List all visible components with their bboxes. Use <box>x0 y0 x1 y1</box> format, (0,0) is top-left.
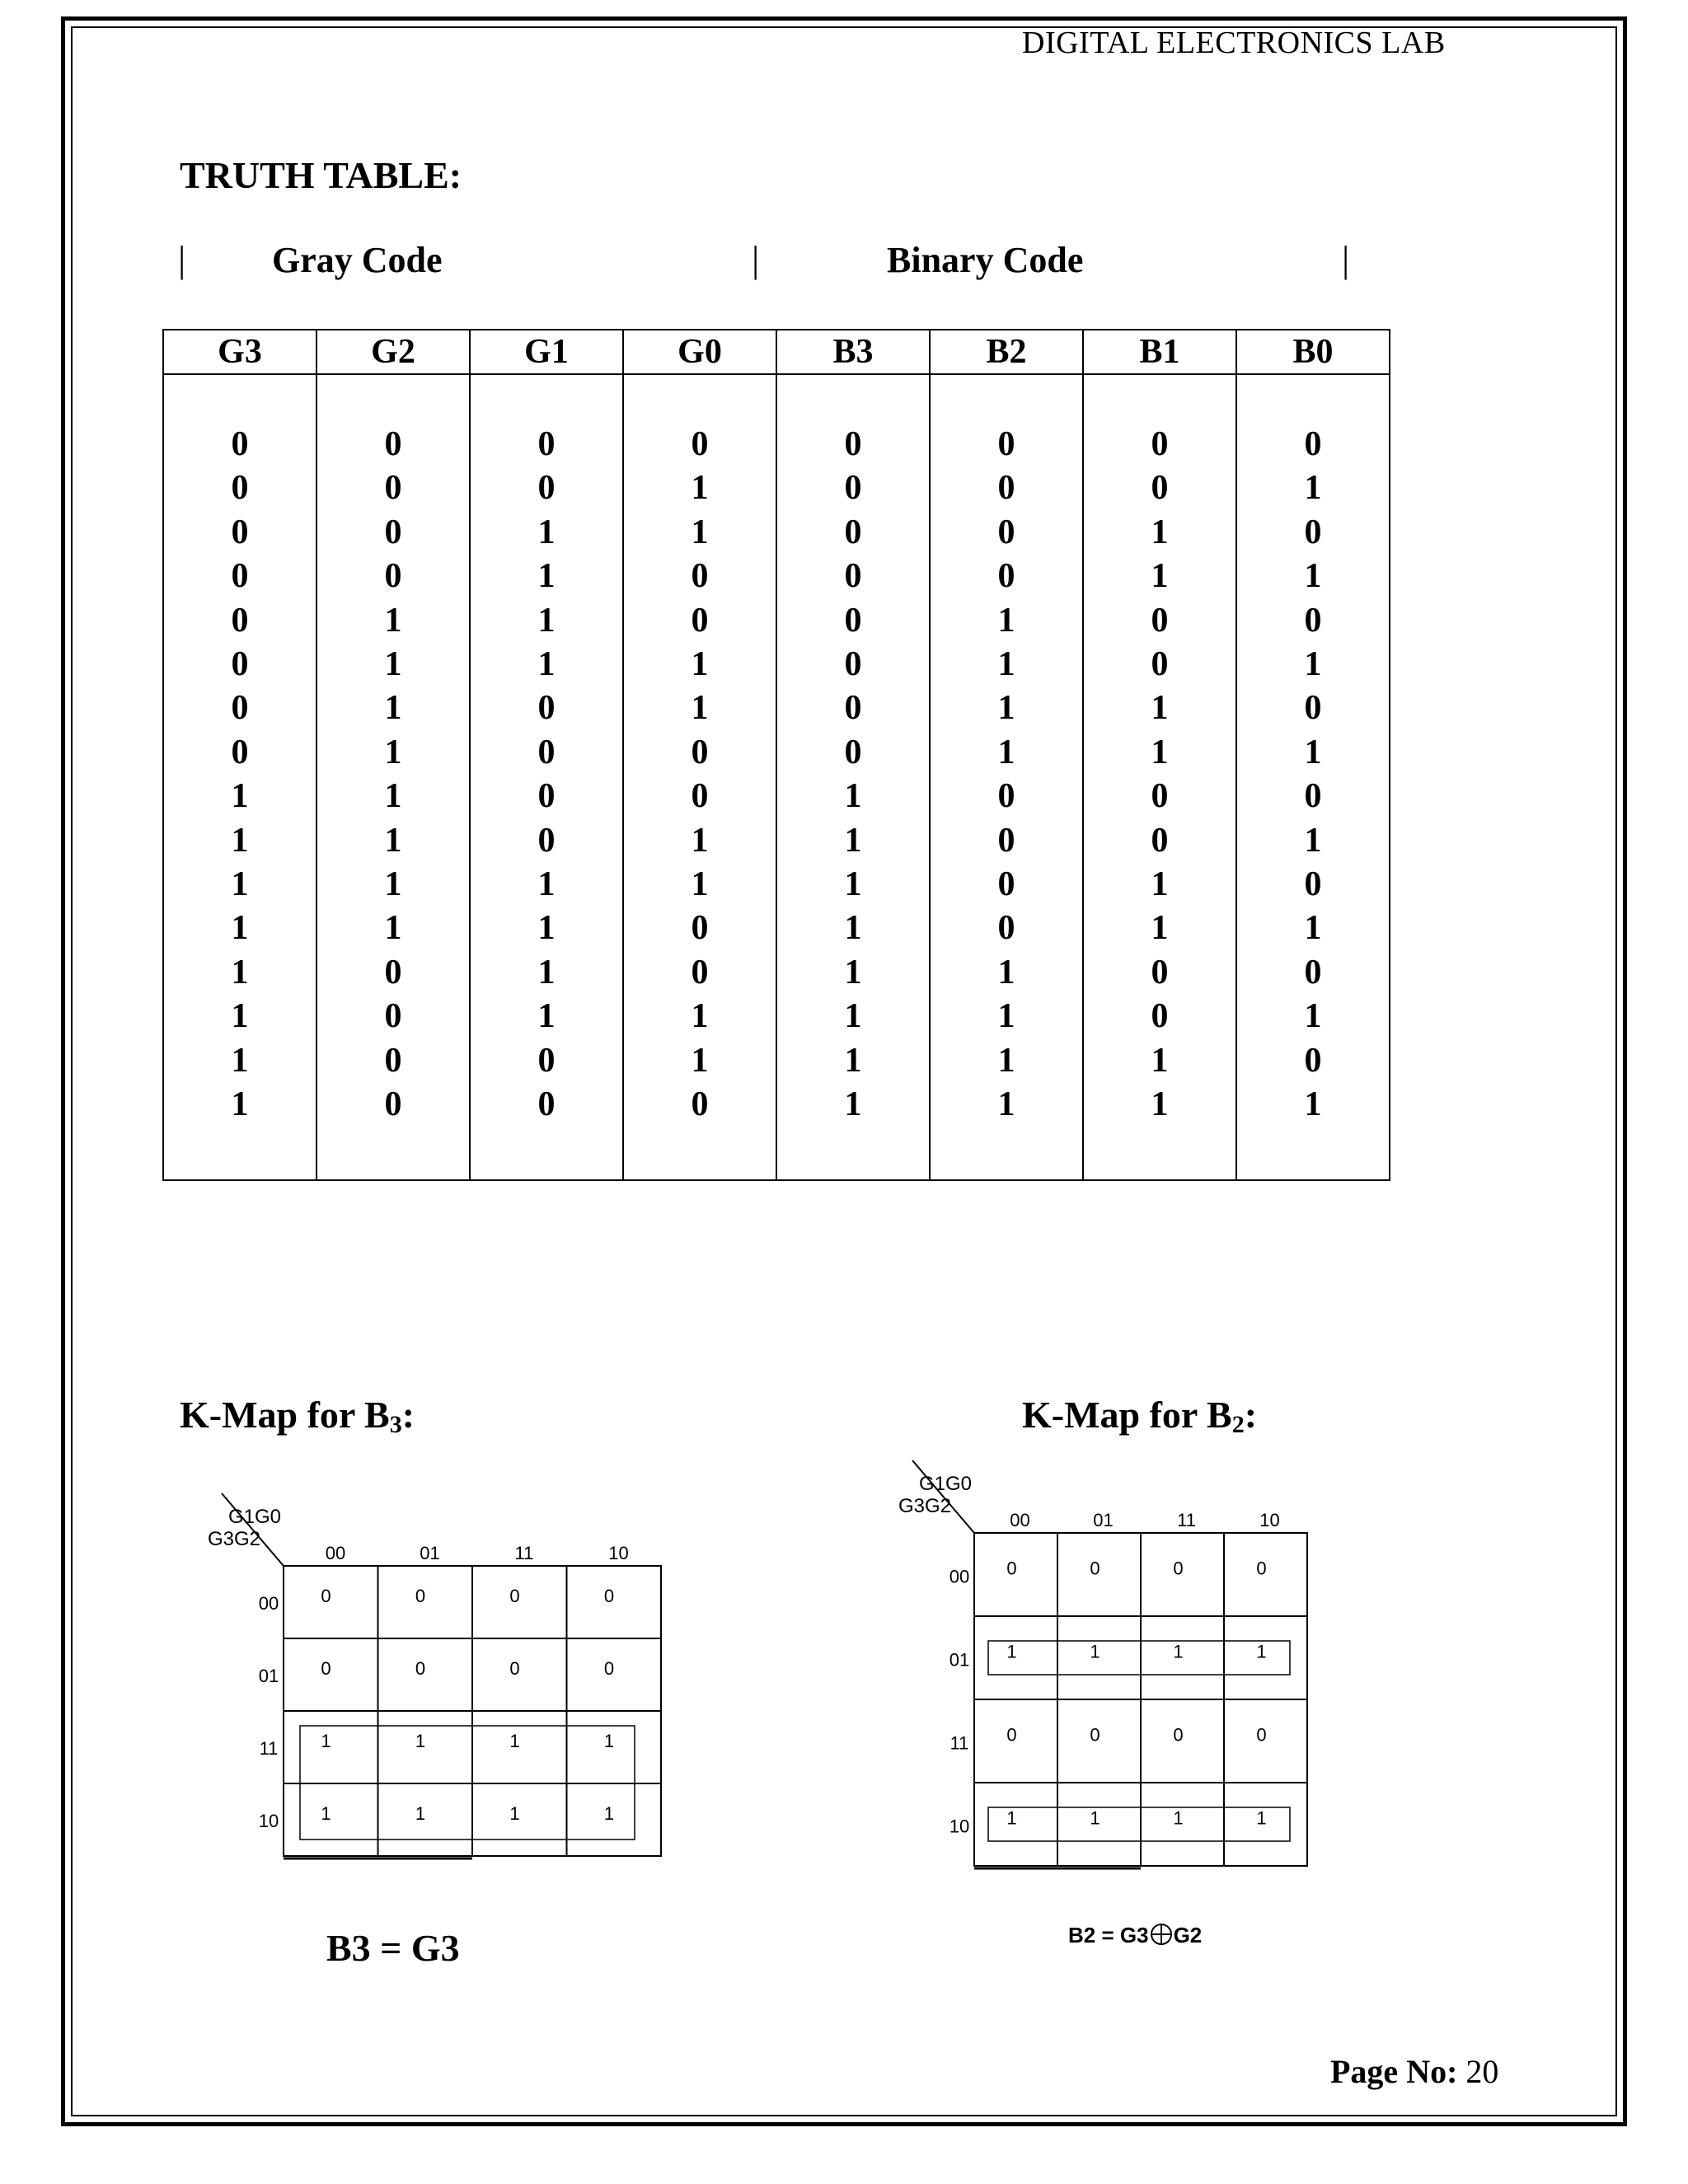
table-cell: 1 <box>1236 555 1390 598</box>
table-cell: 0 <box>623 555 776 598</box>
table-cell: 1 <box>1236 643 1390 687</box>
table-cell: 1 <box>930 995 1083 1038</box>
table-cell: 1 <box>1083 511 1236 555</box>
table-cell: 1 <box>776 1039 930 1083</box>
table-cell: 0 <box>776 731 930 775</box>
table-cell: 1 <box>1083 863 1236 907</box>
table-cell: 1 <box>930 1083 1083 1127</box>
kmap_b2-cell-value: 0 <box>1006 1724 1017 1746</box>
kmap_b2-cell-value: 1 <box>1090 1807 1100 1829</box>
table-cell: 0 <box>776 643 930 687</box>
table-cell: 1 <box>316 863 470 907</box>
kmap_b2-group-loop <box>988 1641 1290 1675</box>
column-header-b1: B1 <box>1083 330 1236 374</box>
table-cell: 0 <box>623 907 776 950</box>
table-cell: 0 <box>1236 687 1390 730</box>
kmap_b2-cell-value: 0 <box>1090 1558 1100 1579</box>
kmap_b2-col-label: 00 <box>1010 1510 1030 1530</box>
table-cell: 0 <box>776 687 930 730</box>
kmap_b3-cell-value: 1 <box>321 1731 331 1751</box>
table-cell: 0 <box>470 423 623 466</box>
table-cell: 1 <box>470 951 623 995</box>
table-cell: 1 <box>470 511 623 555</box>
table-cell: 1 <box>470 907 623 950</box>
table-cell: 1 <box>1236 731 1390 775</box>
table-cell: 1 <box>316 687 470 730</box>
table-cell: 1 <box>623 819 776 863</box>
table-cell: 0 <box>163 731 316 775</box>
column-header-g1: G1 <box>470 330 623 374</box>
b2-equation: B2 = G3 G2 <box>1068 1923 1203 1947</box>
table-cell: 0 <box>776 511 930 555</box>
table-cell: 1 <box>623 511 776 555</box>
table-cell: 0 <box>930 863 1083 907</box>
kmap_b2-cell-value: 1 <box>1090 1641 1100 1662</box>
column-header-g2: G2 <box>316 330 470 374</box>
kmap_b3-col-label: 10 <box>608 1543 629 1563</box>
xor-symbol-icon <box>1151 1924 1172 1945</box>
table-cell: 0 <box>163 643 316 687</box>
kmap_b2-cell-value: 0 <box>1173 1724 1184 1746</box>
table-cell: 1 <box>1083 731 1236 775</box>
table-cell: 1 <box>163 863 316 907</box>
table-cell: 0 <box>316 995 470 1038</box>
kmap_b2-col-var-label: G1G0 <box>918 1473 973 1495</box>
table-cell: 1 <box>316 643 470 687</box>
table-cell: 1 <box>1236 466 1390 510</box>
kmap_b3-row-label: 00 <box>258 1592 279 1614</box>
truth-table-title: TRUTH TABLE: <box>180 154 462 196</box>
kmap_b3-col-label: 11 <box>514 1543 534 1563</box>
table-cell: 0 <box>1236 599 1390 643</box>
table-cell: 0 <box>316 951 470 995</box>
table-cell: 1 <box>623 643 776 687</box>
table-cell: 1 <box>623 863 776 907</box>
kmap_b3-cell-value: 0 <box>509 1658 520 1679</box>
table-cell: 1 <box>316 775 470 818</box>
table-cell: 1 <box>930 687 1083 730</box>
table-cell: 0 <box>1083 995 1236 1038</box>
table-cell: 1 <box>1236 819 1390 863</box>
table-cell: 1 <box>1236 907 1390 950</box>
kmap_b2-cell-value: 0 <box>1256 1724 1267 1746</box>
table-cell: 0 <box>316 1039 470 1083</box>
table-cell: 1 <box>623 995 776 1038</box>
table-cell: 0 <box>163 511 316 555</box>
table-cell: 0 <box>470 466 623 510</box>
table-cell: 1 <box>163 995 316 1038</box>
kmap_b2-row-var-label: G3G2 <box>898 1495 952 1517</box>
table-cell: 0 <box>930 775 1083 818</box>
kmap_b2-row-label: 00 <box>949 1566 970 1587</box>
kmap_b2-cell-value: 0 <box>1173 1558 1184 1579</box>
table-cell: 0 <box>1083 643 1236 687</box>
table-cell: 0 <box>1236 423 1390 466</box>
table-cell: 0 <box>623 423 776 466</box>
kmap_b3-col-label: 01 <box>420 1543 440 1563</box>
kmap_b2-cell-value: 1 <box>1256 1807 1267 1829</box>
table-cell: 1 <box>163 819 316 863</box>
kmap_b3-row-label: 11 <box>259 1737 279 1759</box>
table-cell: 0 <box>470 687 623 730</box>
kmap_b2-cell-value: 0 <box>1006 1558 1017 1579</box>
kmap-b3-title: K-Map for $B_3$: <box>180 1394 415 1438</box>
table-cell: 1 <box>623 687 776 730</box>
table-cell: 0 <box>930 423 1083 466</box>
table-cell: 0 <box>623 775 776 818</box>
kmap_b3-cell-value: 1 <box>415 1731 426 1751</box>
table-cell: 1 <box>470 863 623 907</box>
table-cell: 0 <box>316 423 470 466</box>
table-cell: 1 <box>470 555 623 598</box>
table-cell: 0 <box>163 466 316 510</box>
kmap_b3-row-var-label: G3G2 <box>207 1528 261 1550</box>
code-bar-pipe-left: | <box>178 238 186 280</box>
kmap_b2-cell-value: 1 <box>1173 1641 1184 1662</box>
kmap_b3-col-var-label: G1G0 <box>227 1506 282 1528</box>
table-cell: 1 <box>470 599 623 643</box>
table-cell: 0 <box>623 1083 776 1127</box>
table-cell: 0 <box>1083 423 1236 466</box>
table-cell: 1 <box>930 1039 1083 1083</box>
table-cell: 1 <box>930 643 1083 687</box>
code-bar-pipe-middle: | <box>752 238 760 280</box>
table-cell: 0 <box>316 511 470 555</box>
table-cell: 0 <box>470 775 623 818</box>
table-cell: 0 <box>1083 599 1236 643</box>
table-cell: 0 <box>470 1083 623 1127</box>
column-header-b2: B2 <box>930 330 1083 374</box>
kmap_b3-cell-value: 0 <box>415 1658 426 1679</box>
table-cell: 0 <box>316 1083 470 1127</box>
table-cell: 1 <box>470 643 623 687</box>
kmap_b3-cell-value: 1 <box>321 1803 331 1824</box>
kmap_b2-row-label: 01 <box>949 1649 970 1671</box>
kmap_b2-row-label: 10 <box>949 1816 970 1837</box>
gray-code-label: Gray Code <box>272 240 443 280</box>
kmap_b3-cell-value: 1 <box>509 1803 520 1824</box>
table-cell: 1 <box>623 1039 776 1083</box>
table-cell: 1 <box>163 907 316 950</box>
table-cell: 0 <box>1236 1039 1390 1083</box>
table-cell: 1 <box>1083 1083 1236 1127</box>
table-cell: 0 <box>930 466 1083 510</box>
kmap_b2-group-loop <box>988 1807 1290 1841</box>
table-cell: 0 <box>623 599 776 643</box>
kmap_b3-cell-value: 0 <box>321 1586 331 1606</box>
kmap_b3-cell-value: 0 <box>603 1658 615 1679</box>
kmap_b2-col-label: 10 <box>1259 1510 1280 1530</box>
kmap_b3-cell-value: 0 <box>321 1658 331 1679</box>
table-cell: 0 <box>1236 863 1390 907</box>
table-cell: 0 <box>623 951 776 995</box>
kmap_b3-cell-value: 0 <box>509 1586 520 1606</box>
table-cell: 1 <box>163 951 316 995</box>
binary-code-label: Binary Code <box>887 240 1084 280</box>
kmap_b2-cell-value: 1 <box>1256 1641 1267 1662</box>
kmap_b2-cell-value: 1 <box>1006 1807 1017 1829</box>
table-cell: 1 <box>776 907 930 950</box>
table-cell: 1 <box>776 819 930 863</box>
table-cell: 1 <box>316 907 470 950</box>
kmap_b3-row-label: 01 <box>258 1665 279 1686</box>
kmap_b3-cell-value: 1 <box>509 1731 520 1751</box>
table-cell: 1 <box>316 599 470 643</box>
table-cell: 1 <box>776 775 930 818</box>
table-cell: 1 <box>776 951 930 995</box>
kmap_b2-cell-value: 0 <box>1090 1724 1100 1746</box>
table-cell: 1 <box>1083 907 1236 950</box>
table-cell: 1 <box>163 1039 316 1083</box>
b3-equation: B3 = G3 <box>326 1927 460 1969</box>
table-cell: 0 <box>1083 819 1236 863</box>
table-cell: 1 <box>623 466 776 510</box>
kmap_b3-row-label: 10 <box>258 1810 279 1831</box>
table-cell: 1 <box>1083 1039 1236 1083</box>
table-cell: 1 <box>1083 555 1236 598</box>
page-number: Page No: 20 <box>1330 2053 1499 2090</box>
table-cell: 1 <box>163 775 316 818</box>
table-cell: 0 <box>1083 775 1236 818</box>
table-cell: 0 <box>1236 511 1390 555</box>
kmap_b3-cell-value: 0 <box>603 1586 615 1606</box>
table-cell: 0 <box>470 1039 623 1083</box>
kmap_b2-cell-value: 1 <box>1006 1641 1017 1662</box>
table-cell: 0 <box>930 555 1083 598</box>
kmap_b2-cell-value: 1 <box>1173 1807 1184 1829</box>
column-header-g0: G0 <box>623 330 776 374</box>
table-cell: 0 <box>163 555 316 598</box>
kmap_b3-cell-value: 1 <box>603 1731 615 1751</box>
table-cell: 0 <box>776 466 930 510</box>
page-header: DIGITAL ELECTRONICS LAB <box>1022 26 1446 60</box>
table-cell: 0 <box>163 687 316 730</box>
column-header-b3: B3 <box>776 330 930 374</box>
table-cell: 1 <box>930 599 1083 643</box>
kmap_b3-cell-value: 1 <box>603 1803 615 1824</box>
kmap_b2-col-label: 01 <box>1093 1510 1114 1530</box>
table-cell: 0 <box>1236 775 1390 818</box>
table-cell: 0 <box>316 466 470 510</box>
table-cell: 1 <box>1236 1083 1390 1127</box>
column-header-g3: G3 <box>163 330 316 374</box>
kmap-b2-title: K-Map for $B_2$: <box>1022 1394 1258 1438</box>
table-cell: 1 <box>776 1083 930 1127</box>
table-cell: 0 <box>930 511 1083 555</box>
table-cell: 0 <box>776 555 930 598</box>
table-cell: 0 <box>623 731 776 775</box>
code-bar-pipe-right: | <box>1342 238 1350 280</box>
table-cell: 0 <box>316 555 470 598</box>
kmap_b2-row-label: 11 <box>950 1732 969 1754</box>
kmap_b2-cell-value: 0 <box>1256 1558 1267 1579</box>
table-cell: 1 <box>316 731 470 775</box>
table-cell: 1 <box>1083 687 1236 730</box>
table-cell: 0 <box>470 731 623 775</box>
table-cell: 0 <box>470 819 623 863</box>
table-cell: 0 <box>163 423 316 466</box>
table-cell: 1 <box>470 995 623 1038</box>
column-header-b0: B0 <box>1236 330 1390 374</box>
table-cell: 0 <box>1083 951 1236 995</box>
table-cell: 0 <box>930 907 1083 950</box>
table-cell: 1 <box>776 863 930 907</box>
kmap_b3-cell-value: 0 <box>415 1586 426 1606</box>
table-cell: 0 <box>776 423 930 466</box>
table-cell: 1 <box>163 1083 316 1127</box>
table-cell: 0 <box>163 599 316 643</box>
table-cell: 1 <box>1236 995 1390 1038</box>
kmap_b3-cell-value: 1 <box>415 1803 426 1824</box>
table-cell: 0 <box>930 819 1083 863</box>
table-cell: 0 <box>1083 466 1236 510</box>
table-cell: 1 <box>776 995 930 1038</box>
table-cell: 0 <box>776 599 930 643</box>
table-cell: 0 <box>1236 951 1390 995</box>
kmap_b2-col-label: 11 <box>1177 1510 1196 1530</box>
kmap_b3-col-label: 00 <box>325 1543 346 1563</box>
table-cell: 1 <box>316 819 470 863</box>
table-cell: 1 <box>930 951 1083 995</box>
table-cell: 1 <box>930 731 1083 775</box>
